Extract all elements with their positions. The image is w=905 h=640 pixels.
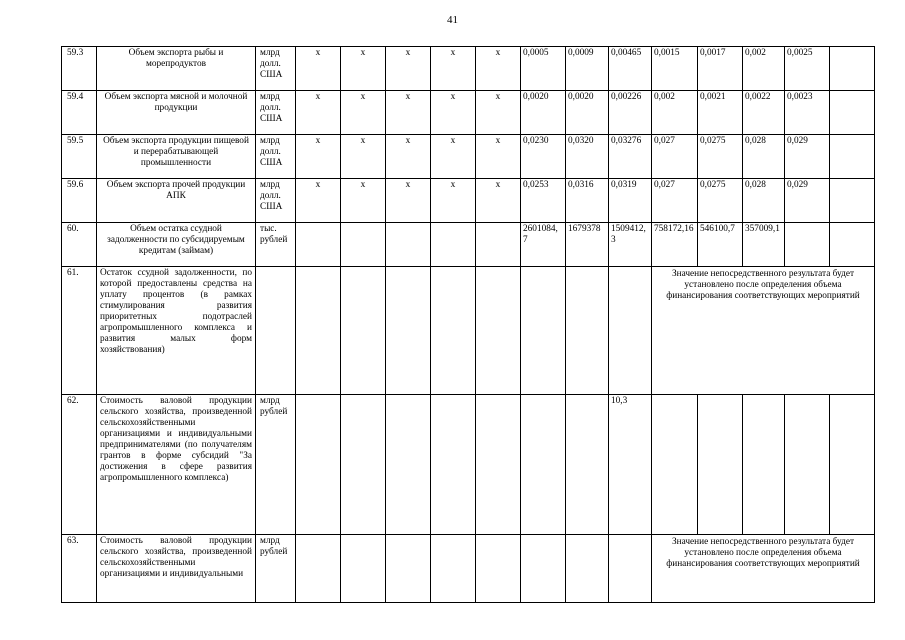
value-cell xyxy=(785,223,830,267)
x-cell xyxy=(431,223,476,267)
x-cell: х xyxy=(431,91,476,135)
row-number: 62. xyxy=(62,395,97,535)
x-cell: х xyxy=(341,135,386,179)
indicators-table xyxy=(61,46,875,603)
x-cell: х xyxy=(296,135,341,179)
empty-cell xyxy=(386,267,431,395)
table-row xyxy=(62,179,875,223)
empty-cell xyxy=(830,395,875,535)
x-cell xyxy=(341,223,386,267)
unit-cell: тыс. рублей xyxy=(256,223,296,267)
empty-cell xyxy=(296,267,341,395)
x-cell: х xyxy=(296,91,341,135)
empty-cell xyxy=(609,267,652,395)
empty-cell xyxy=(431,267,476,395)
value-cell xyxy=(830,47,875,91)
value-cell: 0,029 xyxy=(785,135,830,179)
unit-cell: млрд рублей xyxy=(256,535,296,603)
empty-cell xyxy=(476,395,521,535)
empty-cell xyxy=(341,395,386,535)
value-cell: 2601084,7 xyxy=(521,223,566,267)
empty-cell xyxy=(296,395,341,535)
value-cell: 10,3 xyxy=(609,395,652,535)
indicator-name: Объем экспорта мясной и молочной продукции xyxy=(97,91,256,135)
empty-cell xyxy=(341,267,386,395)
note-cell: Значение непосредственного результата будет установлено после определения объема финансирования соответствующих мероприятий xyxy=(652,267,875,395)
table-row xyxy=(62,267,875,395)
value-cell: 0,0022 xyxy=(743,91,785,135)
empty-cell xyxy=(521,267,566,395)
note-cell: Значение непосредственного результата будет установлено после определения объема финансирования соответствующих мероприятий xyxy=(652,535,875,603)
unit-cell: млрд долл. США xyxy=(256,47,296,91)
unit-cell: млрд долл. США xyxy=(256,179,296,223)
row-number: 60. xyxy=(62,223,97,267)
x-cell: х xyxy=(296,179,341,223)
empty-cell xyxy=(743,395,785,535)
value-cell: 0,028 xyxy=(743,179,785,223)
x-cell: х xyxy=(476,179,521,223)
value-cell: 0,002 xyxy=(743,47,785,91)
empty-cell xyxy=(431,535,476,603)
indicator-name: Остаток ссудной задолженности, по которой предоставлены средства на уплату процентов (в рамках стимулирования развития приоритетных подотраслей агропромышленного комплекса и развития малых форм хозяйствования) xyxy=(97,267,256,395)
x-cell xyxy=(386,223,431,267)
empty-cell xyxy=(566,395,609,535)
value-cell: 0,028 xyxy=(743,135,785,179)
empty-cell xyxy=(386,535,431,603)
empty-cell xyxy=(521,535,566,603)
empty-cell xyxy=(609,535,652,603)
value-cell: 0,0015 xyxy=(652,47,698,91)
x-cell: х xyxy=(296,47,341,91)
indicator-name: Объем экспорта рыбы и морепродуктов xyxy=(97,47,256,91)
x-cell: х xyxy=(341,91,386,135)
table-row xyxy=(62,395,875,535)
x-cell: х xyxy=(386,179,431,223)
value-cell: 0,0020 xyxy=(521,91,566,135)
value-cell xyxy=(830,179,875,223)
empty-cell xyxy=(521,395,566,535)
row-number: 59.5 xyxy=(62,135,97,179)
value-cell: 0,0230 xyxy=(521,135,566,179)
value-cell: 0,029 xyxy=(785,179,830,223)
empty-cell xyxy=(698,395,743,535)
value-cell: 0,00465 xyxy=(609,47,652,91)
value-cell: 0,0023 xyxy=(785,91,830,135)
unit-cell: млрд долл. США xyxy=(256,135,296,179)
empty-cell xyxy=(566,535,609,603)
indicator-name: Объем экспорта прочей продукции АПК xyxy=(97,179,256,223)
value-cell: 0,0020 xyxy=(566,91,609,135)
value-cell: 0,027 xyxy=(652,179,698,223)
value-cell: 0,0320 xyxy=(566,135,609,179)
row-number: 59.4 xyxy=(62,91,97,135)
value-cell: 0,027 xyxy=(652,135,698,179)
value-cell: 1509412,3 xyxy=(609,223,652,267)
indicator-name: Стоимость валовой продукции сельского хозяйства, произведенной сельскохозяйственными организациями и индивидуальными предпринимателями (по получателям грантов в форме субсидий "За достижения в сфере развития агропромышленного комплекса) xyxy=(97,395,256,535)
x-cell: х xyxy=(431,47,476,91)
value-cell: 0,0009 xyxy=(566,47,609,91)
unit-cell: млрд долл. США xyxy=(256,91,296,135)
value-cell: 1679378 xyxy=(566,223,609,267)
empty-cell xyxy=(431,395,476,535)
value-cell: 0,0319 xyxy=(609,179,652,223)
indicator-name: Объем остатка ссудной задолженности по субсидируемым кредитам (займам) xyxy=(97,223,256,267)
empty-cell xyxy=(785,395,830,535)
value-cell: 0,0025 xyxy=(785,47,830,91)
table-row xyxy=(62,47,875,91)
x-cell xyxy=(476,223,521,267)
value-cell: 357009,1 xyxy=(743,223,785,267)
value-cell: 0,00226 xyxy=(609,91,652,135)
x-cell: х xyxy=(476,135,521,179)
table-row xyxy=(62,535,875,603)
empty-cell xyxy=(386,395,431,535)
x-cell: х xyxy=(476,47,521,91)
table-row xyxy=(62,91,875,135)
value-cell: 0,0017 xyxy=(698,47,743,91)
x-cell: х xyxy=(386,135,431,179)
row-number: 63. xyxy=(62,535,97,603)
indicator-name: Объем экспорта продукции пищевой и перерабатывающей промышленности xyxy=(97,135,256,179)
value-cell: 0,0275 xyxy=(698,135,743,179)
empty-cell xyxy=(476,267,521,395)
value-cell: 0,03276 xyxy=(609,135,652,179)
unit-cell: млрд рублей xyxy=(256,395,296,535)
table-row xyxy=(62,135,875,179)
row-number: 61. xyxy=(62,267,97,395)
value-cell: 0,0316 xyxy=(566,179,609,223)
row-number: 59.3 xyxy=(62,47,97,91)
x-cell: х xyxy=(476,91,521,135)
value-cell: 546100,7 xyxy=(698,223,743,267)
value-cell xyxy=(830,223,875,267)
value-cell: 758172,16 xyxy=(652,223,698,267)
empty-cell xyxy=(476,535,521,603)
empty-cell xyxy=(341,535,386,603)
value-cell: 0,0253 xyxy=(521,179,566,223)
value-cell xyxy=(830,91,875,135)
empty-cell xyxy=(566,267,609,395)
value-cell: 0,0275 xyxy=(698,179,743,223)
value-cell: 0,0021 xyxy=(698,91,743,135)
x-cell: х xyxy=(431,135,476,179)
x-cell: х xyxy=(341,179,386,223)
value-cell xyxy=(830,135,875,179)
x-cell: х xyxy=(431,179,476,223)
x-cell: х xyxy=(386,47,431,91)
x-cell: х xyxy=(386,91,431,135)
value-cell: 0,002 xyxy=(652,91,698,135)
value-cell: 0,0005 xyxy=(521,47,566,91)
empty-cell xyxy=(296,535,341,603)
table-row xyxy=(62,223,875,267)
x-cell: х xyxy=(341,47,386,91)
row-number: 59.6 xyxy=(62,179,97,223)
indicator-name: Стоимость валовой продукции сельского хозяйства, произведенной сельскохозяйственными организациями и индивидуальными xyxy=(97,535,256,603)
page-number: 41 xyxy=(447,14,458,26)
unit-cell xyxy=(256,267,296,395)
x-cell xyxy=(296,223,341,267)
empty-cell xyxy=(652,395,698,535)
